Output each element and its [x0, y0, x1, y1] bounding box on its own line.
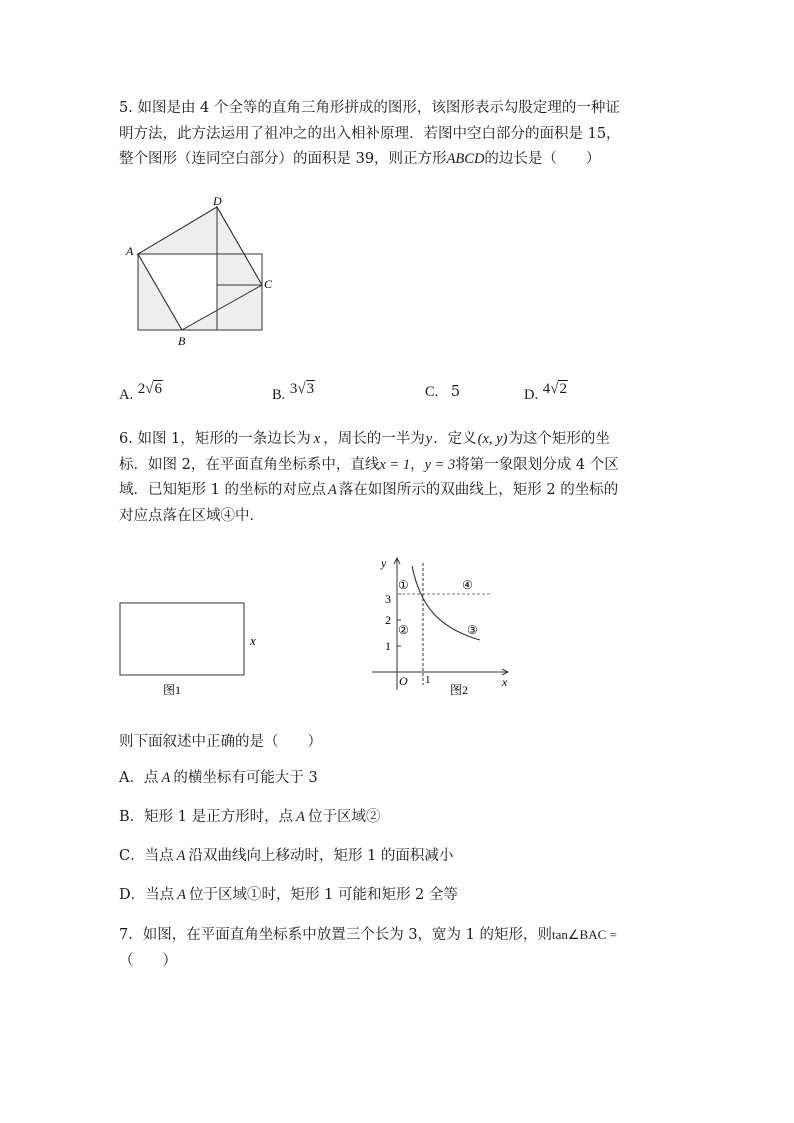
q5-line2: 明方法，此方法运用了祖冲之的出入相补原理．若图中空白部分的面积是 15， — [119, 125, 621, 142]
q6-line2a: 标．如图 2，在平面直角坐标系中，直线 — [119, 456, 380, 473]
fig2-region-3: ③ — [467, 623, 478, 637]
q6-option-c-text2: 沿双曲线向上移动时，矩形 1 的面积减小 — [188, 848, 454, 864]
q6-coord: (x, y) — [477, 431, 508, 447]
q6-option-a-var: A — [161, 770, 171, 786]
fig2-y-axis-label: y — [381, 556, 387, 570]
q5-option-a-label: A. — [119, 387, 134, 403]
q6-eq-x1: x = 1 — [379, 456, 411, 473]
q6-option-c[interactable] — [119, 844, 679, 870]
q6-option-b-text2: 位于区域② — [307, 809, 381, 825]
q6-prompt: 则下面叙述中正确的是（ ） — [119, 734, 322, 750]
q7-line1: 7．如图，在平面直角坐标系中放置三个长为 3，宽为 1 的矩形，则 — [119, 927, 553, 943]
q5-line1: 如图是由 4 个全等的直角三角形拼成的图形，该图形表示勾股定理的一种证 — [137, 100, 620, 116]
q7-line2: （ ） — [119, 952, 177, 969]
q7-text — [119, 922, 679, 974]
fig2-tick-y2: 2 — [385, 613, 391, 627]
q5-option-b-label: B. — [272, 387, 286, 403]
q6-line3b: 落在如图所示的双曲线上，矩形 2 的坐标的 — [338, 482, 619, 498]
q5-number: 5. — [119, 100, 133, 116]
q6-option-c-text1: C．当点 — [119, 848, 174, 864]
q6-option-d-text1: D．当点 — [119, 887, 175, 903]
q6-line1a: 6. 如图 1，矩形的一条边长为 — [119, 431, 311, 447]
q6-point-A: A — [327, 482, 337, 498]
q5-option-a-value: 2√6 — [137, 381, 162, 397]
q6-option-a-text1: A．点 — [119, 770, 159, 786]
fig2-region-1: ① — [398, 578, 409, 592]
q6-line1d: 为这个矩形的坐 — [508, 431, 610, 447]
q5-line3b: 的边长是（ ） — [484, 151, 601, 167]
q5-option-d-value: 4√2 — [542, 381, 567, 397]
fig2-tick-y3: 3 — [385, 592, 391, 606]
q5-option-c-label: C. — [425, 384, 439, 400]
q6-line1c: ．定义 — [433, 431, 477, 447]
q6-eq-y3: y = 3 — [424, 456, 456, 473]
fig2-region-4: ④ — [462, 578, 473, 592]
q5-label-C: C — [264, 277, 273, 291]
q6-option-b-text1: B．矩形 1 是正方形时，点 — [119, 809, 294, 825]
q6-option-c-var: A — [176, 848, 186, 864]
fig2-tick-y1: 1 — [385, 639, 391, 653]
fig2-x-axis-label: x — [502, 675, 508, 689]
q6-line4: 对应点落在区域④中． — [119, 507, 264, 524]
q6-var-y: y — [425, 431, 433, 447]
fig1-caption: 图1 — [163, 683, 182, 697]
q5-option-d-label: D. — [524, 387, 539, 403]
fig2-region-2: ② — [398, 623, 409, 637]
q6-option-a-text2: 的横坐标有可能大于 3 — [173, 770, 318, 786]
q5-label-B: B — [178, 334, 186, 348]
q6-option-d[interactable] — [119, 883, 679, 909]
q5-label-A: A — [126, 244, 134, 258]
fig2-caption: 图2 — [450, 683, 469, 697]
q6-option-b-var: A — [296, 809, 305, 825]
q6-var-x: x — [313, 431, 321, 447]
q6-line1b: ，周长的一半为 — [323, 431, 425, 447]
q6-option-a[interactable] — [119, 766, 679, 792]
fig2-tick-x1: 1 — [425, 674, 431, 686]
q6-option-d-var: A — [177, 887, 186, 903]
q5-option-c-value: 5 — [450, 384, 461, 400]
q5-line3a: 整个图形（连同空白部分）的面积是 39，则正方形 — [119, 151, 447, 167]
q6-line2b: ， — [410, 456, 425, 473]
q7-tan-expression: tan∠BAC = — [552, 927, 617, 942]
q6-line3a: 域．已知矩形 1 的坐标的对应点 — [119, 482, 326, 498]
fig1-side-label: x — [250, 633, 256, 648]
q5-square-var: ABCD — [446, 151, 485, 167]
q5-option-b-value: 3√3 — [289, 381, 315, 397]
q5-label-D: D — [213, 194, 222, 208]
q6-option-d-text2: 位于区域①时，矩形 1 可能和矩形 2 全等 — [189, 887, 458, 903]
fig2-origin: O — [399, 674, 408, 688]
q6-option-b[interactable] — [119, 805, 679, 831]
q6-line2c: 将第一象限划分成 4 个区 — [455, 456, 619, 473]
